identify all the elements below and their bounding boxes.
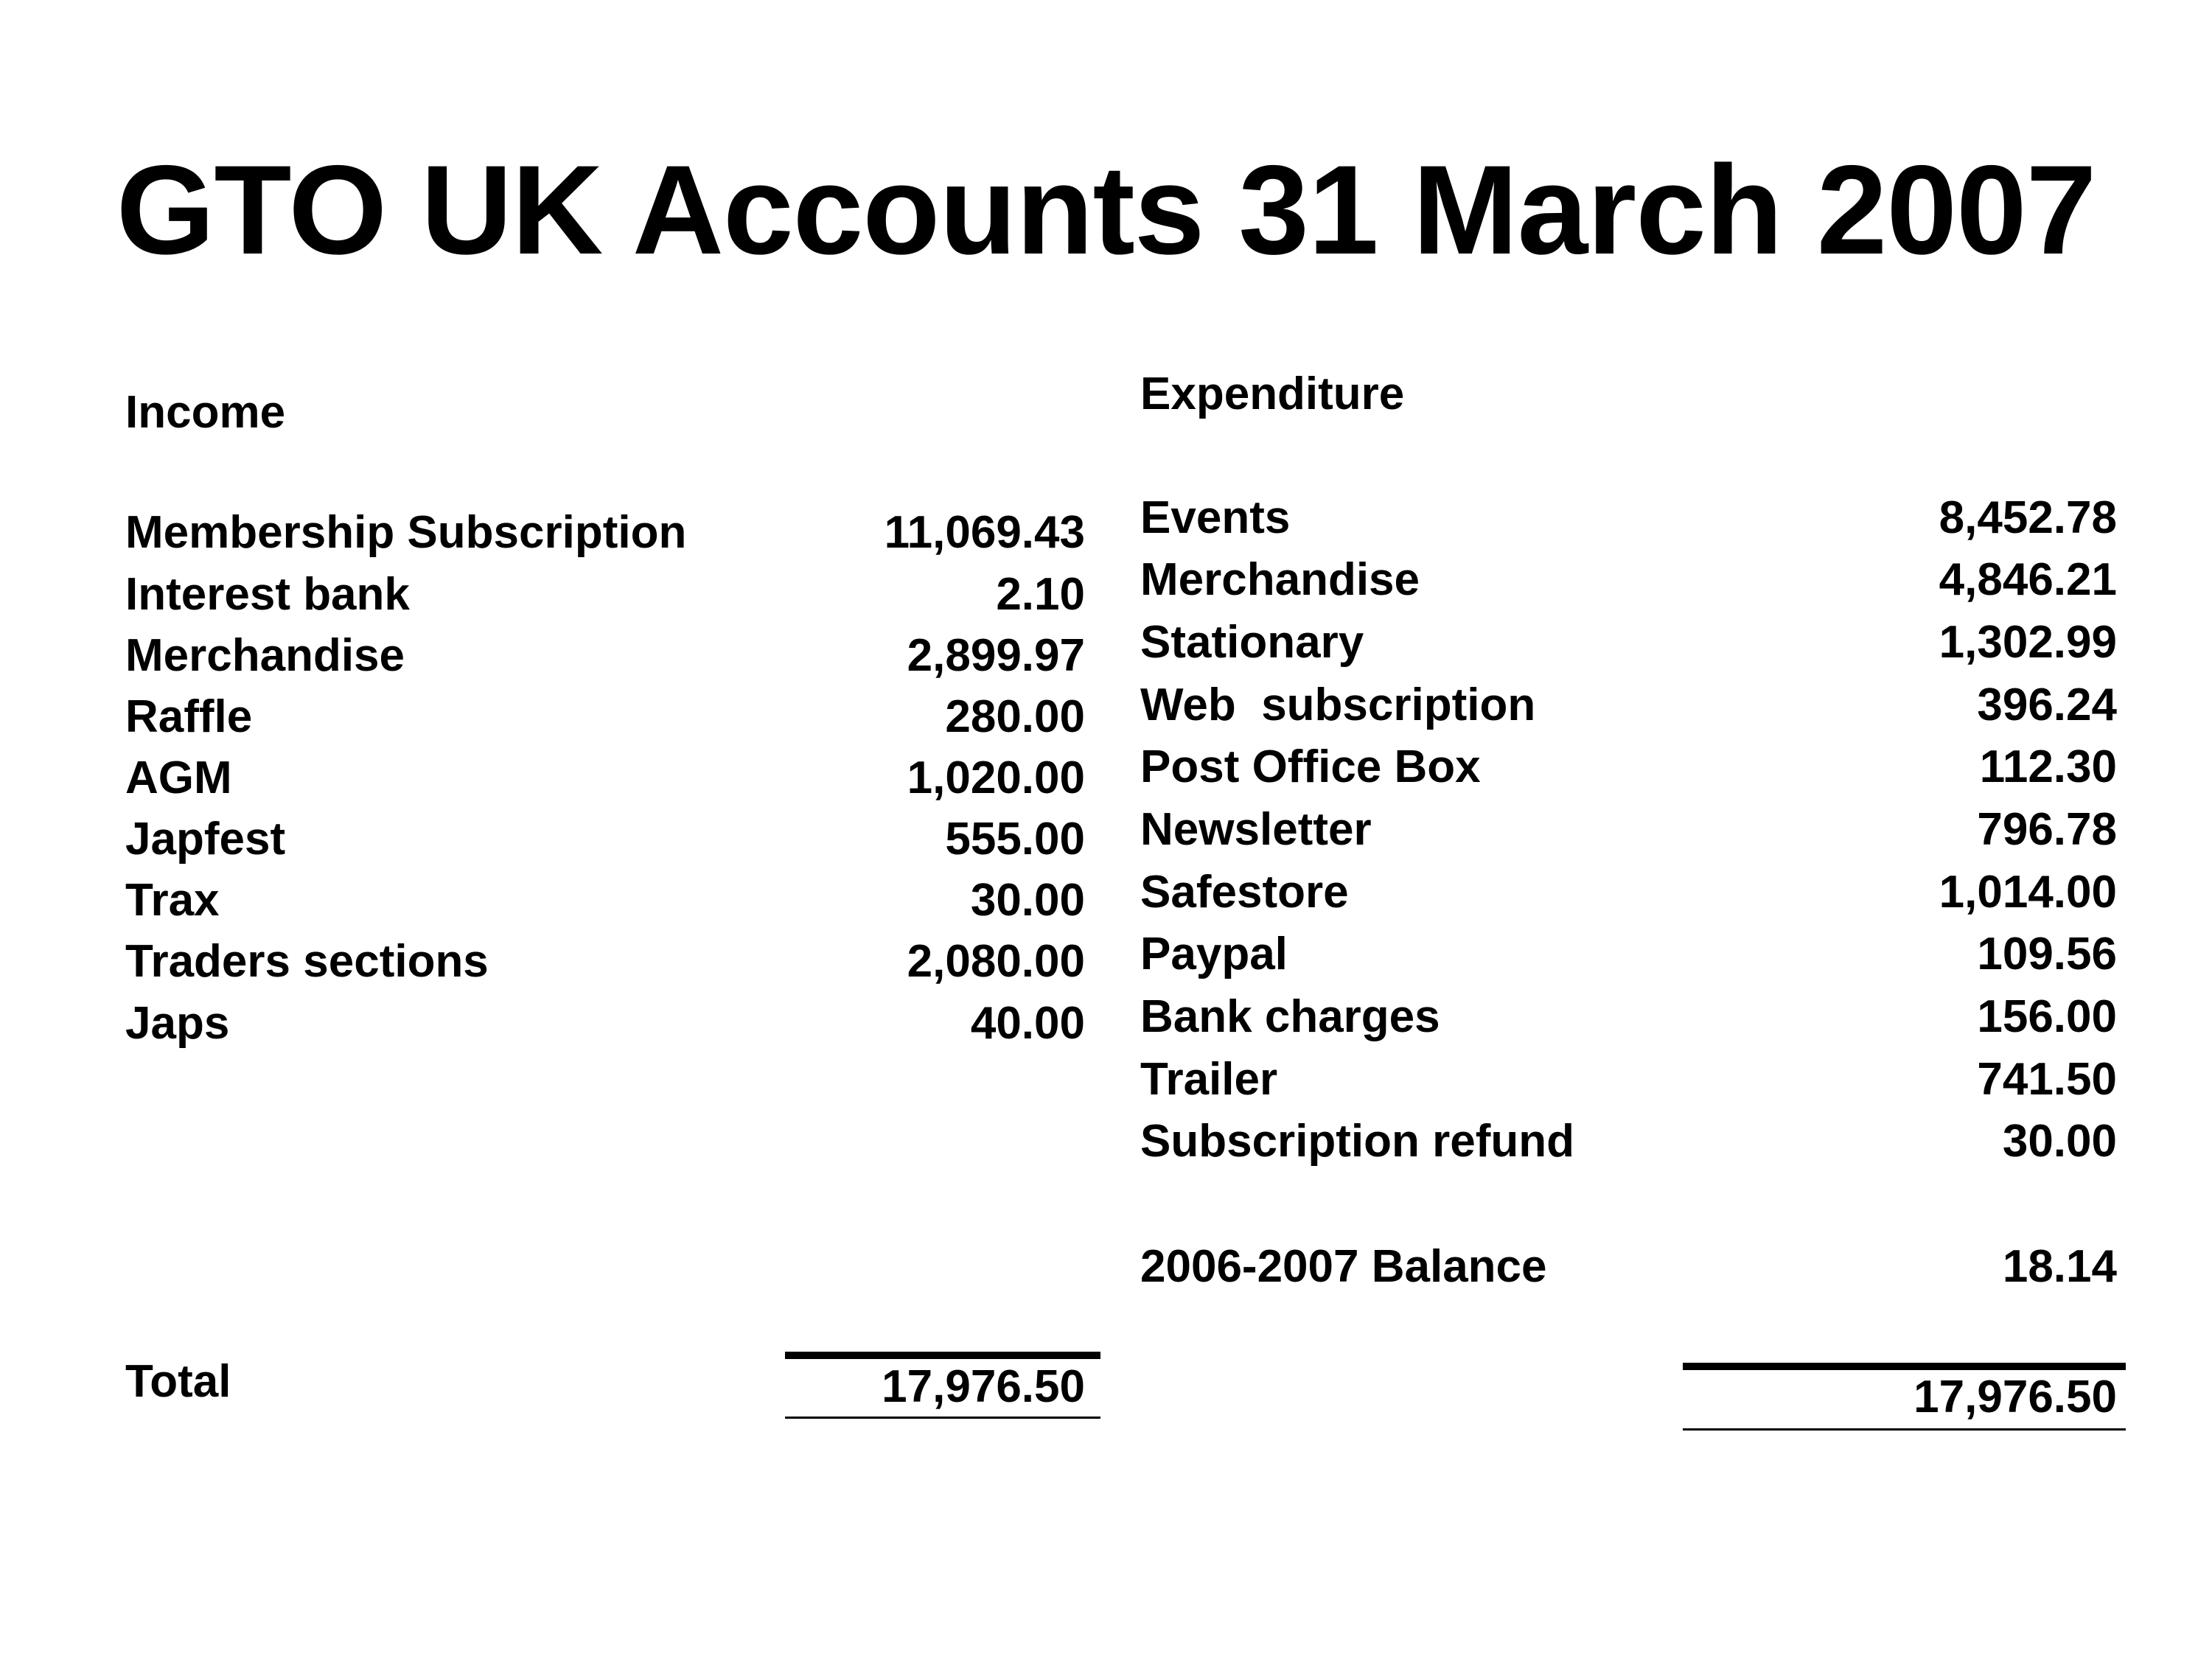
expenditure-label: Bank charges	[1140, 991, 1440, 1042]
income-total-rule-top	[785, 1352, 1100, 1359]
expenditure-label: Trailer	[1140, 1054, 1278, 1105]
expenditure-row	[1140, 867, 2117, 918]
expenditure-label: Paypal	[1140, 929, 1288, 979]
income-label: Traders sections	[125, 936, 489, 987]
income-row	[125, 569, 1085, 621]
expenditure-amount: 796.78	[1977, 804, 2117, 855]
expenditure-amount: 396.24	[1977, 680, 2117, 730]
income-amount: 1,020.00	[907, 752, 1085, 803]
income-amount: 30.00	[970, 875, 1085, 926]
income-label: AGM	[125, 752, 232, 803]
expenditure-row	[1140, 1116, 2117, 1167]
expenditure-amount: 8,452.78	[1939, 492, 2117, 543]
expenditure-row	[1140, 929, 2117, 980]
income-row	[125, 507, 1085, 559]
expenditure-amount: 1,014.00	[1939, 867, 2117, 918]
income-amount: 11,069.43	[884, 507, 1085, 558]
balance-amount: 18.14	[2002, 1241, 2117, 1292]
expenditure-label: Subscription refund	[1140, 1116, 1574, 1167]
expenditure-row	[1140, 991, 2117, 1043]
expenditure-amount: 112.30	[1979, 741, 2117, 792]
income-label: Membership Subscription	[125, 507, 687, 558]
expenditure-row	[1140, 554, 2117, 606]
expenditure-amount: 156.00	[1977, 991, 2117, 1042]
income-row	[125, 630, 1085, 682]
income-row	[125, 691, 1085, 743]
income-row	[125, 936, 1085, 988]
expenditure-label: Events	[1140, 492, 1291, 543]
expenditure-row	[1140, 492, 2117, 544]
income-amount: 40.00	[970, 998, 1085, 1049]
income-row	[125, 998, 1085, 1049]
expenditure-label: Newsletter	[1140, 804, 1372, 855]
income-amount: 2,899.97	[907, 630, 1085, 681]
income-row	[125, 814, 1085, 865]
income-total-rule-bottom	[785, 1417, 1100, 1419]
income-amount: 2.10	[996, 569, 1085, 620]
balance-row	[1140, 1241, 2117, 1293]
expenditure-row	[1140, 804, 2117, 856]
expenditure-heading: Expenditure	[1140, 369, 1405, 419]
expenditure-amount: 30.00	[2002, 1116, 2117, 1167]
income-label: Merchandise	[125, 630, 405, 681]
income-label: Japfest	[125, 814, 286, 865]
expenditure-label: Post Office Box	[1140, 741, 1481, 792]
expenditure-total-rule-bottom	[1683, 1428, 2126, 1431]
expenditure-amount: 741.50	[1977, 1054, 2117, 1105]
page-title: GTO UK Accounts 31 March 2007	[116, 139, 2096, 281]
income-label: Raffle	[125, 691, 253, 742]
expenditure-row	[1140, 741, 2117, 793]
income-label: Japs	[125, 998, 230, 1049]
income-amount: 2,080.00	[907, 936, 1085, 987]
expenditure-amount: 1,302.99	[1939, 617, 2117, 668]
expenditure-row	[1140, 1054, 2117, 1106]
expenditure-label: Merchandise	[1140, 554, 1420, 605]
expenditure-amount: 109.56	[1977, 929, 2117, 979]
income-row	[125, 875, 1085, 926]
income-amount: 280.00	[945, 691, 1085, 742]
income-total-amount: 17,976.50	[882, 1361, 1085, 1412]
income-label: Trax	[125, 875, 220, 926]
expenditure-amount: 4,846.21	[1939, 554, 2117, 605]
expenditure-row	[1140, 680, 2117, 731]
income-heading: Income	[125, 387, 286, 438]
income-amount: 555.00	[945, 814, 1085, 865]
expenditure-label: Stationary	[1140, 617, 1364, 668]
expenditure-label: Web subscription	[1140, 680, 1536, 730]
expenditure-row	[1140, 617, 2117, 668]
expenditure-label: Safestore	[1140, 867, 1349, 918]
balance-label: 2006-2007 Balance	[1140, 1241, 1547, 1292]
income-total-label: Total	[125, 1356, 231, 1407]
income-row	[125, 752, 1085, 804]
expenditure-total-amount: 17,976.50	[1913, 1372, 2117, 1422]
income-label: Interest bank	[125, 569, 410, 620]
expenditure-total-rule-top	[1683, 1363, 2126, 1370]
